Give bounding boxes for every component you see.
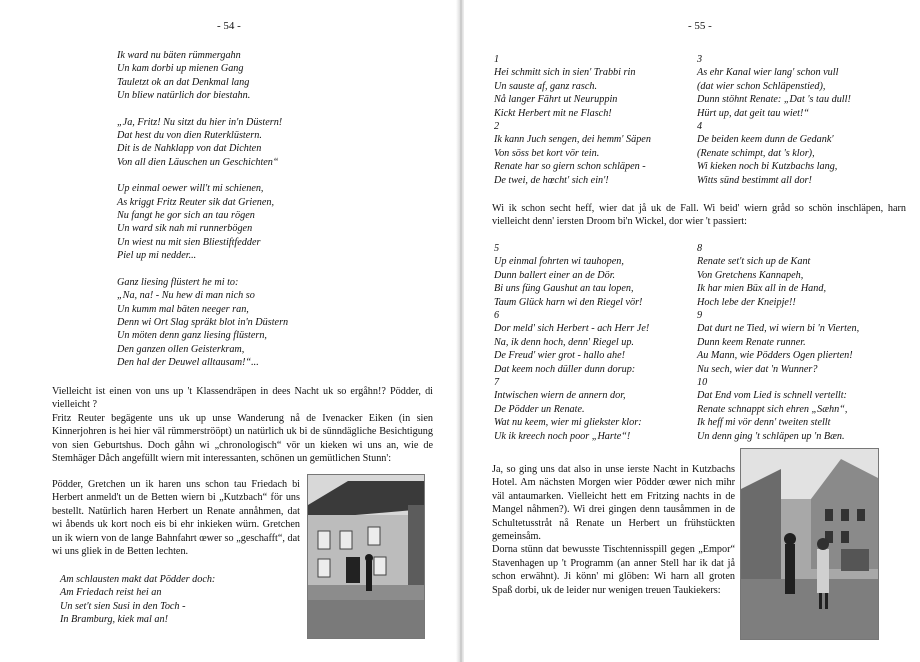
poem-line: Renate har so giern schon schläpen - bbox=[494, 161, 646, 173]
paragraph: Vielleicht ist einen von uns up 't Klassendräpen in dees Nacht uk so ergåhn!? Pödder, di vielleicht ? bbox=[52, 386, 433, 411]
poem-line: Ganz liesing flüstert he mi to: bbox=[117, 276, 239, 288]
poem-line: De twei, de hœcht' sich ein'! bbox=[494, 174, 609, 186]
poem-line: Von Gretchens Kannapeh, bbox=[697, 269, 804, 281]
poem-line: As kriggt Fritz Reuter sik dat Grienen, bbox=[117, 196, 275, 208]
poem-line: Hei schmitt sich in sien' Trabbi rin bbox=[494, 67, 636, 79]
poem-line: Renate set't sich up de Kant bbox=[697, 256, 811, 268]
poem-line: Un set't sien Susi in den Toch - bbox=[60, 600, 186, 612]
poem-line: Wi kieken noch bi Kutzbachs lang, bbox=[697, 161, 838, 173]
verse-number: 3 bbox=[697, 54, 703, 65]
verse-column-left-top bbox=[494, 53, 651, 187]
poem-line: Up einmal oewer will't mi schienen, bbox=[117, 183, 264, 195]
photo-street bbox=[740, 448, 879, 640]
poem-line: Am schlausten makt dat Pödder doch: bbox=[60, 574, 216, 585]
prose-block-narrow bbox=[52, 478, 300, 558]
poem-line: As ehr Kanal wier lang' schon vull bbox=[697, 67, 839, 79]
paragraph: Ja, so ging uns dat also in unse ierste Nacht in Kutzbachs Hotel. Am nächsten Morgen wier Pödder œwer nich mihr väl antaumarken. Vielleicht hett em Fritzing nachts in de Mangel nåhmen?). Wi drei gingen denn tausåmmen in de Schultetusstråt nå Renate un Herbert un frühstückten gemeinsåm. bbox=[492, 464, 735, 543]
poem-line: Intwischen wiern de annern dor, bbox=[494, 390, 626, 402]
poem-line: Tauletzt ok an dat Denkmal lang bbox=[117, 76, 250, 88]
poem-line: Den hal der Deuwel alltausam!“... bbox=[117, 357, 259, 369]
poem-line: Hürt up, dat geit tau wiet!“ bbox=[697, 107, 810, 119]
poem-line: Un sauste af, ganz rasch. bbox=[494, 80, 598, 92]
closing-poem bbox=[60, 573, 215, 627]
paragraph: Dorna stünn dat bewusste Tischtennisspill gegen „Empor“ Stavenhagen up 't Programm (an anner Stell har ik dat jå schon erwähnt). Ji könn' mi glöben: Wi harn all groten Spaß dorbi, uk de leider nur wenigen treuen Taukiekers: bbox=[492, 544, 735, 596]
poem-line: Un bliew natürlich dor biestahn. bbox=[117, 90, 251, 102]
poem-line: Dat hest du von dien Ruterklüstern. bbox=[117, 130, 262, 142]
verse-number: 2 bbox=[494, 121, 500, 133]
verse-number: 8 bbox=[697, 243, 703, 254]
poem-line: „Na, na! - Nu hew di man nich so bbox=[117, 290, 255, 302]
poem-line: Piel up mi nedder... bbox=[117, 250, 197, 262]
page-number: - 55 - bbox=[688, 20, 712, 32]
poem-block bbox=[117, 49, 288, 370]
poem-line: Dit is de Nahklapp von dat Dichten bbox=[117, 143, 262, 155]
prose-middle bbox=[492, 202, 906, 229]
verse-number: 5 bbox=[494, 243, 500, 254]
poem-line: Dor meld' sich Herbert - ach Herr Je! bbox=[494, 323, 650, 335]
poem-line: Ik kann Juch sengen, dei hemm' Säpen bbox=[494, 134, 651, 146]
verse-number: 10 bbox=[697, 377, 708, 389]
poem-line: Au Mann, wie Pödders Ogen plierten! bbox=[697, 350, 853, 362]
poem-line: Nå langer Fährt ut Neuruppin bbox=[494, 94, 618, 106]
verse-column-right-bottom bbox=[697, 242, 859, 443]
poem-line: Un wiest nu mit sien Bliestiftfedder bbox=[117, 236, 261, 248]
left-page bbox=[0, 0, 458, 662]
verse-column-right-top bbox=[697, 53, 851, 187]
poem-line: Un möten denn ganz liesing flüstern, bbox=[117, 330, 267, 342]
poem-line: Dunn keem Renate runner. bbox=[697, 336, 806, 348]
poem-line: Wat nu keem, wier mi gliekster klor: bbox=[494, 417, 642, 429]
photo-house bbox=[307, 474, 425, 639]
verse-number: 6 bbox=[494, 310, 500, 322]
paragraph: Fritz Reuter begägente uns uk up unse Wanderung nå de Ivenacker Eiken (in sien Kinnerjohren is hei hier väl rümmerströöpt) un natürlich uk bi de sünndägliche Besichtigung von sien Geburtshus. Doch gåhn wi „chronologisch“ vör un kieken wi uns an, wie de Stemhäger Dåch angefüllt wiern mit interessanten, schönen un gemütlichen Stunn': bbox=[52, 412, 433, 465]
verse-number: 9 bbox=[697, 310, 703, 322]
poem-line: Denn wi Ort Slag spräkt blot in'n Düstern bbox=[117, 316, 289, 328]
poem-line: De beiden keem dunn de Gedank' bbox=[697, 134, 834, 146]
poem-line: Un kumm mal bäten neeger ran, bbox=[117, 303, 249, 315]
prose-bottom bbox=[492, 463, 735, 597]
poem-line: In Bramburg, kiek mal an! bbox=[60, 614, 168, 626]
poem-line: De Freud' wier grot - hallo ahe! bbox=[494, 350, 626, 362]
prose-block bbox=[52, 385, 433, 465]
paragraph: Wi ik schon secht heff, wier dat jå uk de Fall. Wi beid' wiern gråd so schön inschläpen, harn vielleicht denn' iersten Droom bi'n Wickel, dor wier 't passiert: bbox=[492, 203, 906, 228]
poem-line: Dat keem noch düller dunn dorup: bbox=[494, 363, 636, 375]
poem-line: Witts sünd bestimmt all dor! bbox=[697, 174, 812, 186]
poem-line: Ik ward nu bäten rümmergahn bbox=[117, 50, 241, 61]
poem-line: Taum Glück harn wi den Riegel vör! bbox=[494, 296, 643, 308]
poem-line: Dunn ballert einer an de Dör. bbox=[494, 269, 616, 281]
poem-line: Den ganzen ollen Geisterkram, bbox=[117, 343, 245, 355]
poem-line: Dat End vom Lied is schnell vertellt: bbox=[697, 390, 847, 402]
poem-line: Un kam dorbi up mienen Gang bbox=[117, 63, 244, 75]
poem-line: Von all dien Läuschen un Geschichten“ bbox=[117, 156, 279, 168]
poem-line: Von söss bet kort vör tein. bbox=[494, 147, 600, 159]
poem-line: Nu sech, wier dat 'n Wunner? bbox=[697, 363, 818, 375]
poem-line: Na, ik denn hoch, denn' Riegel up. bbox=[494, 336, 634, 348]
poem-line: De Pödder un Renate. bbox=[494, 403, 585, 415]
poem-line: Ik har mien Büx all in de Hand, bbox=[697, 283, 827, 295]
poem-line: Un denn ging 't schläpen up 'n Bæn. bbox=[697, 430, 845, 442]
poem-line: Nu fangt he gor sich an tau rögen bbox=[117, 210, 255, 222]
poem-line: Dat durt ne Tied, wi wiern bi 'n Vierten, bbox=[697, 323, 860, 335]
poem-line: Un ward sik nah mi runnerbögen bbox=[117, 223, 253, 235]
poem-line: (dat wier schon Schläpenstied), bbox=[697, 80, 826, 92]
paragraph: Pödder, Gretchen un ik haren uns schon tau Friedach bi Herbert anmeld't un de Betten wiern bi „Kutzbach“ för uns bestellt. Natürlich haren Herbert un Renate annåhmen, dat wi åbends uk kort noch eis bi ehr inkieken würn. Gretchen un ik wiern von de lange Bahnfahrt œwer so „geschafft“, dat wi uns gliek in de Betten lechten. bbox=[52, 479, 300, 558]
poem-line: Ik heff mi vör denn' tweiten stellt bbox=[697, 417, 831, 429]
poem-line: Bi uns füng Gaushut an tau lopen, bbox=[494, 283, 634, 295]
poem-line: Dunn stöhnt Renate: „Dat 's tau dull! bbox=[697, 94, 851, 106]
poem-line: Am Friedach reist hei an bbox=[60, 587, 162, 599]
poem-line: (Renate schimpt, dat 's klor), bbox=[697, 147, 815, 159]
poem-line: Uk ik kreech noch poor „Harte“! bbox=[494, 430, 631, 442]
poem-line: „Ja, Fritz! Nu sitzt du hier in'n Düstern! bbox=[117, 116, 283, 128]
poem-line: Renate schnappt sich ehren „Sæhn“, bbox=[697, 403, 848, 415]
verse-column-left-bottom bbox=[494, 242, 649, 443]
poem-line: Up einmal fohrten wi tauhopen, bbox=[494, 256, 624, 268]
page-number: - 54 - bbox=[217, 20, 241, 32]
poem-line: Hoch lebe der Kneipje!! bbox=[697, 296, 796, 308]
verse-number: 7 bbox=[494, 377, 500, 389]
verse-number: 1 bbox=[494, 54, 500, 65]
verse-number: 4 bbox=[697, 121, 703, 133]
poem-line: Kickt Herbert mit ne Flasch! bbox=[494, 107, 612, 119]
